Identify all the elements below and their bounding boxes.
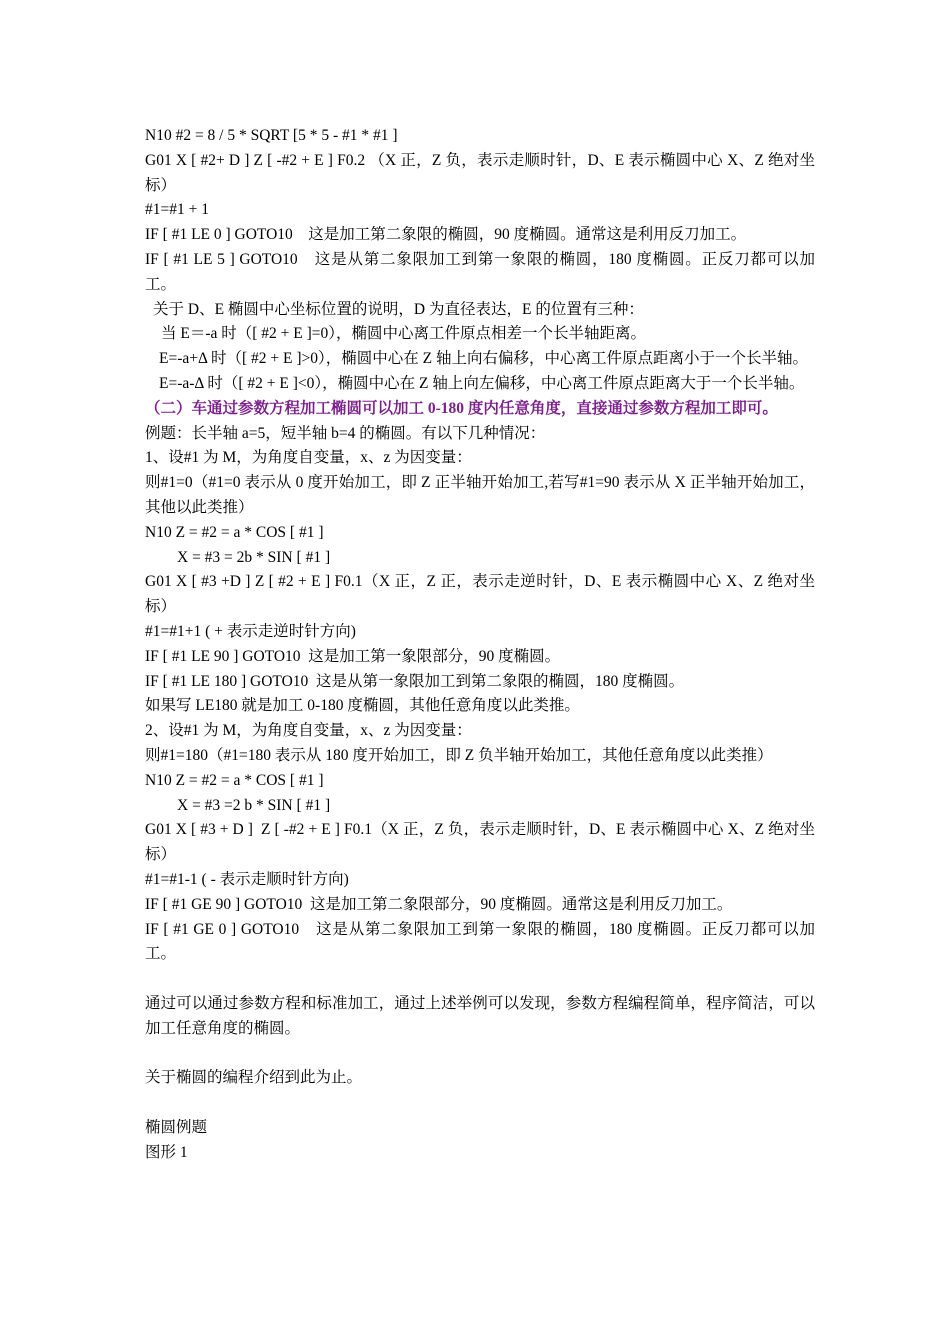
text-line: E=-a-Δ 时（[ #2 + E ]<0），椭圆中心在 Z 轴上向左偏移，中心离工件原点距离大于一个长半轴。 — [159, 374, 805, 392]
text-line: 2、设#1 为 M，为角度自变量，x、z 为因变量： — [145, 722, 472, 740]
code-line: G01 X [ #3 +D ] Z [ #2 + E ] F0.1（X 正，Z 正，表示走逆时针，D、E 表示椭圆中心 X、Z 绝对坐标） — [145, 573, 815, 616]
code-line: IF [ #1 GE 90 ] GOTO10 这是加工第二象限部分，90 度椭圆。通常这是利用反刀加工。 — [145, 895, 733, 913]
code-line: #1=#1 + 1 — [145, 201, 209, 219]
text-line: 通过可以通过参数方程和标准加工，通过上述举例可以发现，参数方程编程简单，程序简洁，可以加工任意角度的椭圆。 — [145, 994, 815, 1037]
text-line: 关于 D、E 椭圆中心坐标位置的说明，D 为直径表达，E 的位置有三种： — [153, 300, 644, 318]
text-line: 则#1=180（#1=180 表示从 180 度开始加工，即 Z 负半轴开始加工，其他任意角度以此类推） — [145, 746, 773, 764]
section-heading: （二）车通过参数方程加工椭圆可以加工 0-180 度内任意角度，直接通过参数方程加工即可。 — [145, 399, 778, 417]
document-body — [145, 124, 815, 1165]
text-line: 关于椭圆的编程介绍到此为止。 — [145, 1069, 363, 1087]
blank-line — [145, 1041, 815, 1066]
blank-line — [145, 1091, 815, 1116]
code-line: X = #3 =2 b * SIN [ #1 ] — [177, 796, 331, 814]
code-line: IF [ #1 GE 0 ] GOTO10 这是从第二象限加工到第一象限的椭圆，180 度椭圆。正反刀都可以加工。 — [145, 920, 815, 963]
code-line: G01 X [ #3 + D ] Z [ -#2 + E ] F0.1（X 正，Z 负，表示走顺时针，D、E 表示椭圆中心 X、Z 绝对坐标） — [145, 821, 815, 864]
code-line: IF [ #1 LE 5 ] GOTO10 这是从第二象限加工到第一象限的椭圆，180 度椭圆。正反刀都可以加工。 — [145, 250, 815, 293]
code-line: #1=#1-1 ( - 表示走顺时针方向) — [145, 870, 349, 888]
code-line: N10 #2 = 8 / 5 * SQRT [5 * 5 - #1 * #1 ] — [145, 127, 398, 144]
code-line: N10 Z = #2 = a * COS [ #1 ] — [145, 523, 324, 541]
text-line: 例题：长半轴 a=5，短半轴 b=4 的椭圆。有以下几种情况： — [145, 424, 546, 442]
text-line: 则#1=0（#1=0 表示从 0 度开始加工，即 Z 正半轴开始加工,若写#1=90 表示从 X 正半轴开始加工，其他以此类推） — [145, 474, 815, 516]
code-line: N10 Z = #2 = a * COS [ #1 ] — [145, 771, 324, 789]
code-line: IF [ #1 LE 90 ] GOTO10 这是加工第一象限部分，90 度椭圆。 — [145, 647, 561, 665]
code-line: G01 X [ #2+ D ] Z [ -#2 + E ] F0.2 （X 正，Z 负，表示走顺时针，D、E 表示椭圆中心 X、Z 绝对坐标） — [145, 151, 815, 194]
blank-line — [145, 967, 815, 992]
text-line: 当 E＝-a 时（[ #2 + E ]=0），椭圆中心离工件原点相差一个长半轴距离。 — [161, 325, 647, 343]
text-line: E=-a+Δ 时（[ #2 + E ]>0），椭圆中心在 Z 轴上向右偏移，中心离工件原点距离小于一个长半轴。 — [159, 350, 808, 368]
code-line: X = #3 = 2b * SIN [ #1 ] — [177, 548, 331, 566]
code-line: IF [ #1 LE 180 ] GOTO10 这是从第一象限加工到第二象限的椭圆，180 度椭圆。 — [145, 672, 685, 690]
text-line: 如果写 LE180 就是加工 0-180 度椭圆，其他任意角度以此类推。 — [145, 697, 580, 715]
code-line: IF [ #1 LE 0 ] GOTO10 这是加工第二象限的椭圆，90 度椭圆。通常这是利用反刀加工。 — [145, 226, 747, 244]
code-line: #1=#1+1 ( + 表示走逆时针方向) — [145, 622, 356, 640]
text-line: 图形 1 — [145, 1143, 188, 1161]
text-line: 1、设#1 为 M，为角度自变量，x、z 为因变量： — [145, 449, 472, 467]
text-line: 椭圆例题 — [145, 1118, 208, 1136]
